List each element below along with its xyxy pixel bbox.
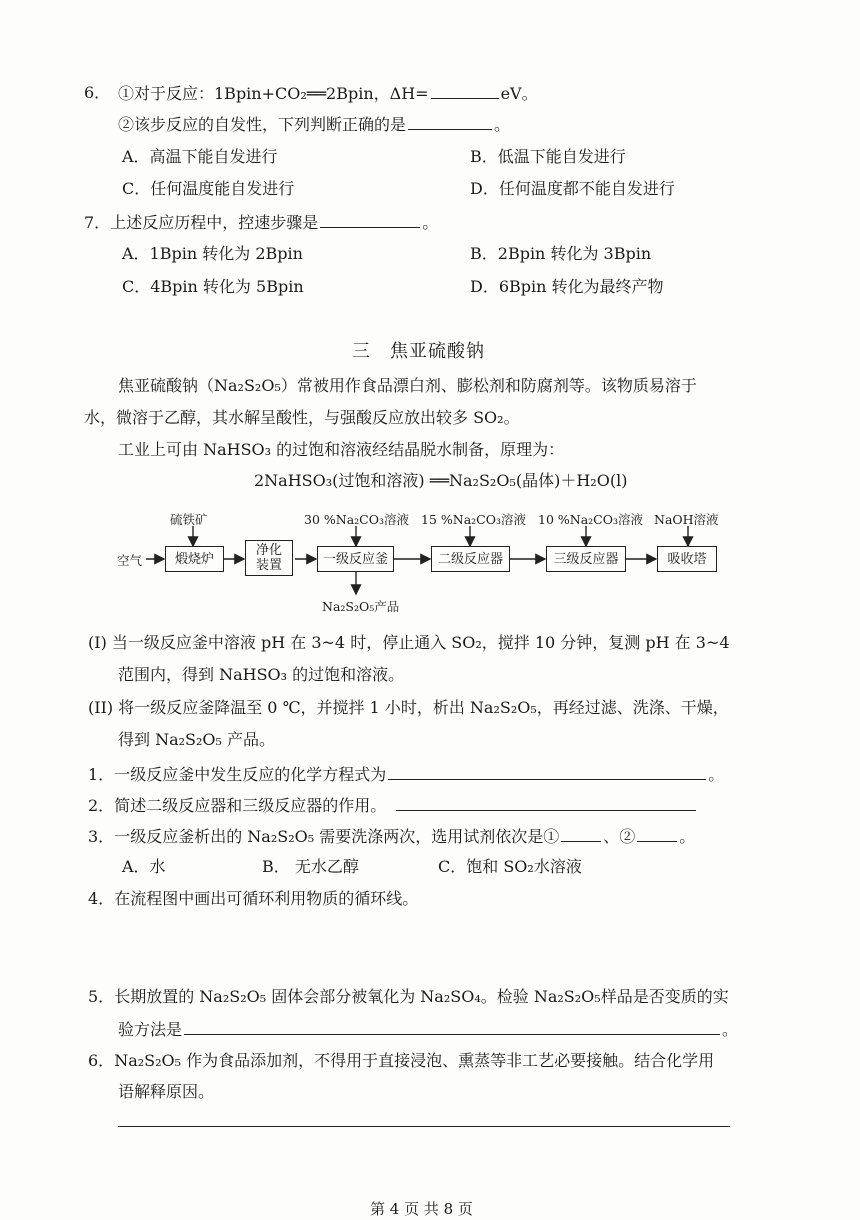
question-text: 简述二级反应器和三级反应器的作用。 xyxy=(114,796,387,815)
question-3 xyxy=(88,825,695,848)
question-number: 2． xyxy=(88,796,115,815)
box-reactor-1: 一级反应釜 xyxy=(317,546,394,572)
step-2-line-2: 得到 Na₂S₂O₅ 产品。 xyxy=(118,730,276,749)
question-6-number: 6． xyxy=(84,83,111,102)
question-4 xyxy=(88,888,418,910)
box-furnace: 煅烧炉 xyxy=(165,546,224,572)
question-5-line-1 xyxy=(88,986,729,1008)
question-1 xyxy=(88,763,724,786)
box-reactor-2: 二级反应器 xyxy=(431,546,510,572)
punctuation: 。 xyxy=(722,1020,739,1039)
option-a[interactable]: A．1Bpin 转化为 2Bpin xyxy=(122,244,303,263)
question-5-line-2 xyxy=(118,1018,738,1041)
question-2 xyxy=(88,794,698,817)
answer-blank[interactable] xyxy=(396,794,696,811)
label-naoh: NaOH溶液 xyxy=(654,512,719,527)
punctuation: 。 xyxy=(422,213,439,232)
label-feed-1: 30 %Na₂CO₃溶液 xyxy=(304,512,409,527)
answer-blank[interactable] xyxy=(408,113,492,130)
option-b[interactable]: B．低温下能自发进行 xyxy=(470,147,626,166)
label-product: Na₂S₂O₅产品 xyxy=(322,599,400,614)
intro-line-3: 工业上可由 NaHSO₃ 的过饱和溶液经结晶脱水制备，原理为： xyxy=(118,440,565,459)
answer-blank[interactable] xyxy=(388,763,706,780)
question-6-part2-text: ②该步反应的自发性，下列判断正确的是 xyxy=(118,115,407,134)
label-feed-3: 10 %Na₂CO₃溶液 xyxy=(538,512,643,527)
page-footer: 第 4 页 共 8 页 xyxy=(370,1200,473,1218)
option-d[interactable]: D．任何温度都不能自发进行 xyxy=(470,179,675,198)
option-a[interactable]: A．高温下能自发进行 xyxy=(122,147,278,166)
question-6-line-2: 语解释原因。 xyxy=(118,1082,215,1101)
question-7-text: 上述反应历程中，控速步骤是 xyxy=(110,213,319,232)
question-6-line-1 xyxy=(88,1050,714,1072)
step-2-line-1: (II) 将一级反应釜降温至 0 ℃，并搅拌 1 小时，析出 Na₂S₂O₅，再经过滤、洗涤、干燥， xyxy=(88,698,729,717)
box-purify: 净化装置 xyxy=(245,540,293,576)
option-a[interactable]: A．水 xyxy=(122,857,166,876)
question-number: 6． xyxy=(88,1051,115,1070)
question-text: 一级反应釜析出的 Na₂S₂O₅ 需要洗涤两次，选用试剂依次是① xyxy=(114,827,560,846)
question-number: 4． xyxy=(88,889,115,908)
question-text: 、② xyxy=(603,827,636,846)
option-b[interactable]: B． 无水乙醇 xyxy=(262,857,359,876)
intro-line-2: 水，微溶于乙醇，其水解呈酸性，与强酸反应放出较多 SO₂。 xyxy=(84,408,520,427)
question-number: 5． xyxy=(88,987,115,1006)
reaction-equation: 2NaHSO₃(过饱和溶液) ══Na₂S₂O₅(晶体)＋H₂O(l) xyxy=(254,471,628,490)
option-b[interactable]: B．2Bpin 转化为 3Bpin xyxy=(470,244,652,263)
question-7 xyxy=(84,211,438,234)
answer-blank[interactable] xyxy=(320,211,420,228)
option-c[interactable]: C．任何温度能自发进行 xyxy=(122,179,295,198)
box-reactor-3: 三级反应器 xyxy=(546,546,626,572)
step-1-line-2: 范围内，得到 NaHSO₃ 的过饱和溶液。 xyxy=(118,665,405,684)
label-feed-2: 15 %Na₂CO₃溶液 xyxy=(421,512,526,527)
punctuation: 。 xyxy=(494,115,511,134)
label-air: 空气 xyxy=(117,553,143,568)
answer-blank-2[interactable] xyxy=(637,825,677,842)
question-7-number: 7． xyxy=(84,213,111,232)
question-text: 一级反应釜中发生反应的化学方程式为 xyxy=(114,765,387,784)
question-text: 长期放置的 Na₂S₂O₅ 固体会部分被氧化为 Na₂SO₄。检验 Na₂S₂O₅样品是否变质的实 xyxy=(114,987,729,1006)
question-number: 1． xyxy=(88,765,115,784)
label-pyrite: 硫铁矿 xyxy=(170,512,208,527)
intro-line-1: 焦亚硫酸钠（Na₂S₂O₅）常被用作食品漂白剂、膨松剂和防腐剂等。该物质易溶于 xyxy=(118,376,697,395)
question-6-part1-unit: eV。 xyxy=(500,84,538,103)
answer-blank[interactable] xyxy=(431,82,499,99)
option-c[interactable]: C．4Bpin 转化为 5Bpin xyxy=(122,277,304,296)
option-c[interactable]: C．饱和 SO₂水溶液 xyxy=(438,857,582,876)
question-text: 在流程图中画出可循环利用物质的循环线。 xyxy=(114,889,419,908)
option-d[interactable]: D．6Bpin 转化为最终产物 xyxy=(470,277,664,296)
question-text: 验方法是 xyxy=(118,1020,183,1039)
box-absorber: 吸收塔 xyxy=(657,546,717,572)
answer-blank[interactable] xyxy=(184,1018,720,1035)
punctuation: 。 xyxy=(708,765,725,784)
question-6-part1-text: ①对于反应：1Bpin+CO₂══2Bpin，ΔH= xyxy=(118,84,429,103)
question-number: 3． xyxy=(88,827,115,846)
question-6-part2 xyxy=(118,113,510,136)
question-text: Na₂S₂O₅ 作为食品添加剂，不得用于直接浸泡、熏蒸等非工艺必要接触。结合化学用 xyxy=(114,1051,715,1070)
punctuation: 。 xyxy=(679,827,696,846)
step-1-line-1: (I) 当一级反应釜中溶液 pH 在 3~4 时，停止通入 SO₂，搅拌 10 分钟，复测 pH 在 3~4 xyxy=(88,633,730,652)
answer-line[interactable] xyxy=(118,1126,730,1127)
question-6-part1 xyxy=(118,82,538,105)
answer-blank-1[interactable] xyxy=(561,825,601,842)
section-title: 三 焦亚硫酸钠 xyxy=(352,341,485,362)
